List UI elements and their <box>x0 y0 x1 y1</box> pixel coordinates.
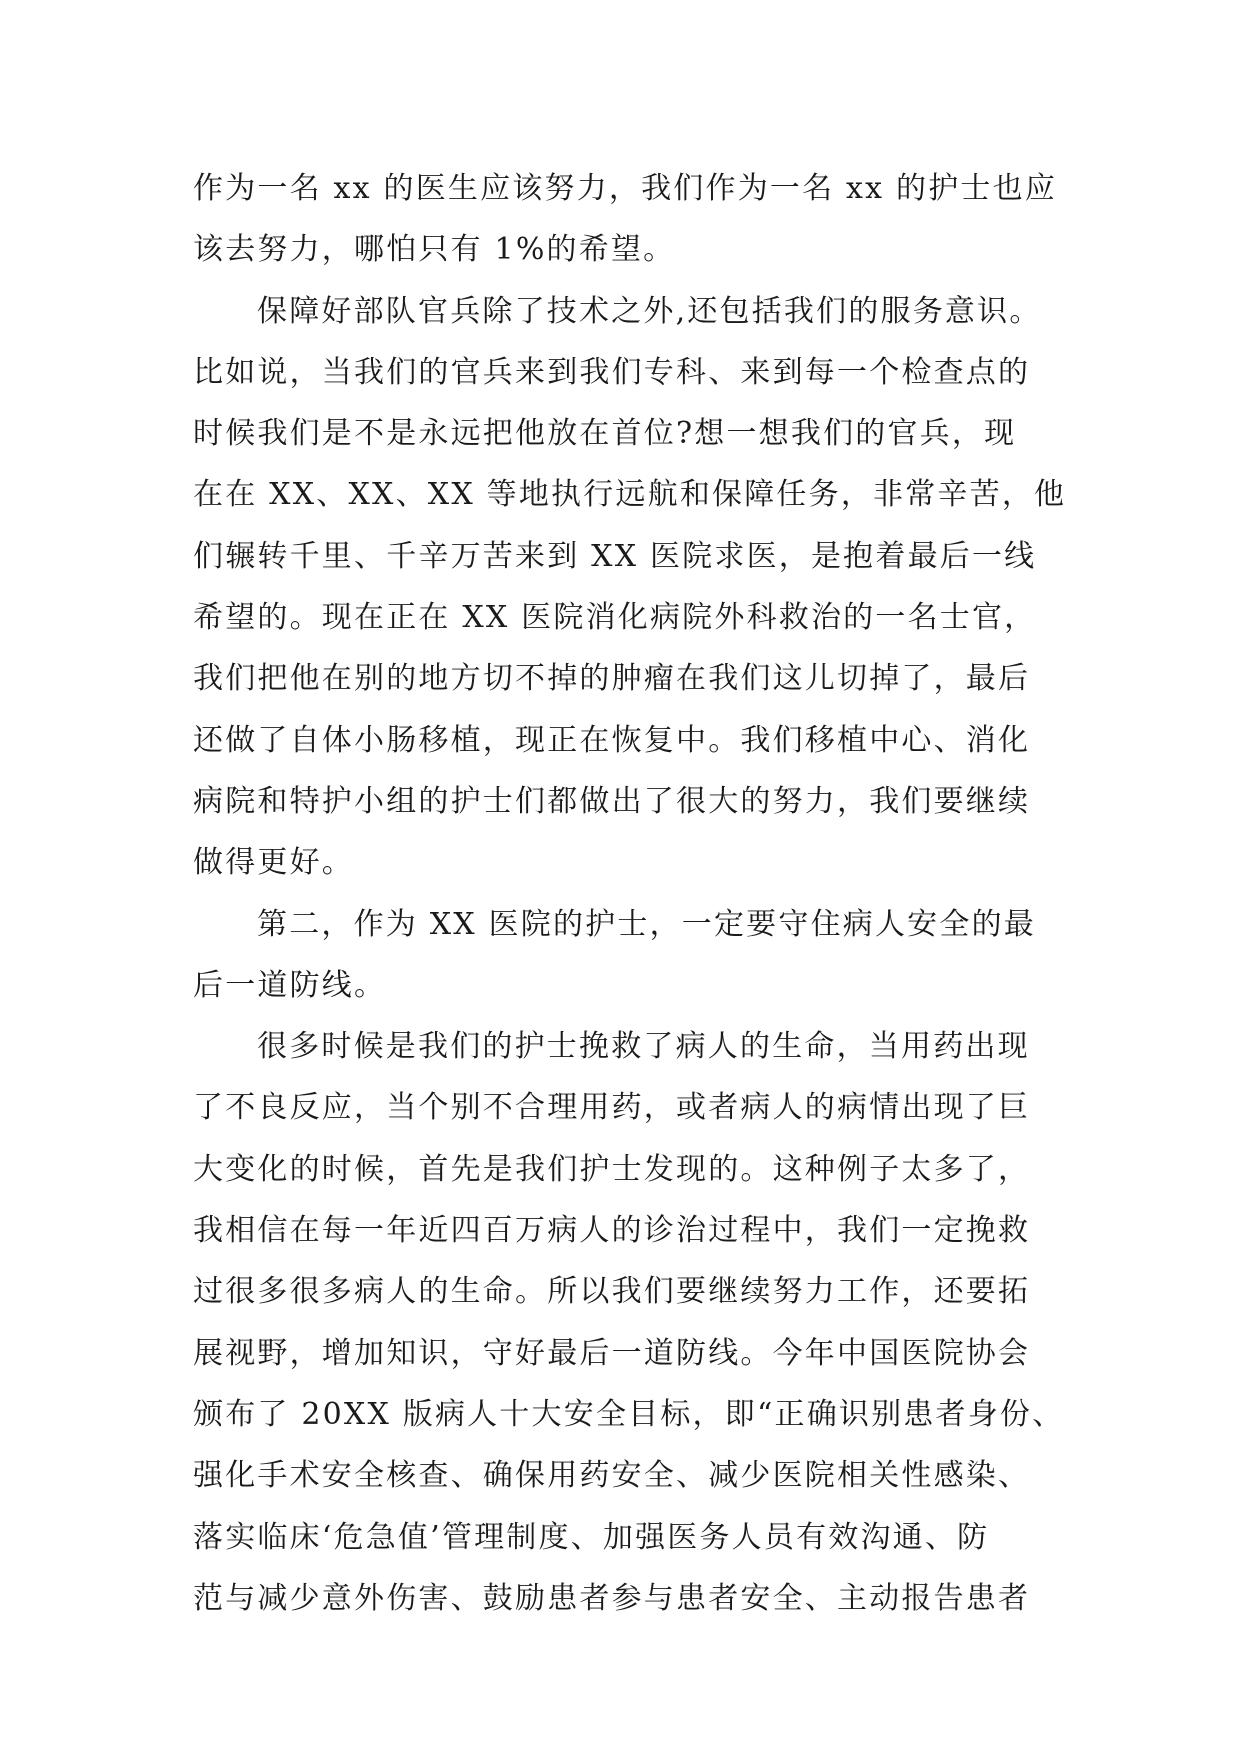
text-line: 过很多很多病人的生命。所以我们要继续努力工作，还要拓 <box>193 1274 1031 1310</box>
body-text <box>193 158 1073 1629</box>
paragraph-start-line: 保障好部队官兵除了技术之外,还包括我们的服务意识。 <box>257 293 1042 329</box>
text-line: 在在 XX、XX、XX 等地执行远航和保障任务，非常辛苦，他 <box>193 477 1067 513</box>
text-line: 展视野，增加知识，守好最后一道防线。今年中国医院协会 <box>193 1335 1031 1371</box>
paragraph-start-line: 第二，作为 XX 医院的护士，一定要守住病人安全的最 <box>257 906 1036 942</box>
text-line: 该去努力，哪怕只有 1%的希望。 <box>193 232 676 268</box>
text-line: 希望的。现在正在 XX 医院消化病院外科救治的一名士官， <box>193 600 1037 636</box>
paragraph-start-line: 很多时候是我们的护士挽救了病人的生命，当用药出现 <box>257 1029 1030 1065</box>
text-line: 大变化的时候，首先是我们护士发现的。这种例子太多了， <box>193 1151 1031 1187</box>
text-line: 落实临床‘危急值’管理制度、加强医务人员有效沟通、防 <box>193 1519 990 1555</box>
text-line: 病院和特护小组的护士们都做出了很大的努力，我们要继续 <box>193 783 1031 819</box>
text-line: 们辗转千里、千辛万苦来到 XX 医院求医，是抱着最后一线 <box>193 538 1037 574</box>
text-line: 时候我们是不是永远把他放在首位?想一想我们的官兵，现 <box>193 416 1017 452</box>
text-line: 了不良反应，当个别不合理用药，或者病人的病情出现了巨 <box>193 1090 1031 1126</box>
text-line: 作为一名 xx 的医生应该努力，我们作为一名 xx 的护士也应 <box>193 171 1058 206</box>
text-line: 范与减少意外伤害、鼓励患者参与患者安全、主动报告患者 <box>193 1580 1031 1616</box>
text-line: 做得更好。 <box>193 845 354 881</box>
text-line: 比如说，当我们的官兵来到我们专科、来到每一个检查点的 <box>193 354 1031 390</box>
text-line: 还做了自体小肠移植，现正在恢复中。我们移植中心、消化 <box>193 722 1031 758</box>
text-line: 强化手术安全核查、确保用药安全、减少医院相关性感染、 <box>193 1458 1031 1494</box>
text-line: 后一道防线。 <box>193 967 387 1003</box>
text-line: 我相信在每一年近四百万病人的诊治过程中，我们一定挽救 <box>193 1213 1031 1249</box>
text-line: 我们把他在别的地方切不掉的肿瘤在我们这儿切掉了，最后 <box>193 661 1031 697</box>
text-line: 颁布了 20XX 版病人十大安全目标，即“正确识别患者身份、 <box>193 1396 1065 1432</box>
